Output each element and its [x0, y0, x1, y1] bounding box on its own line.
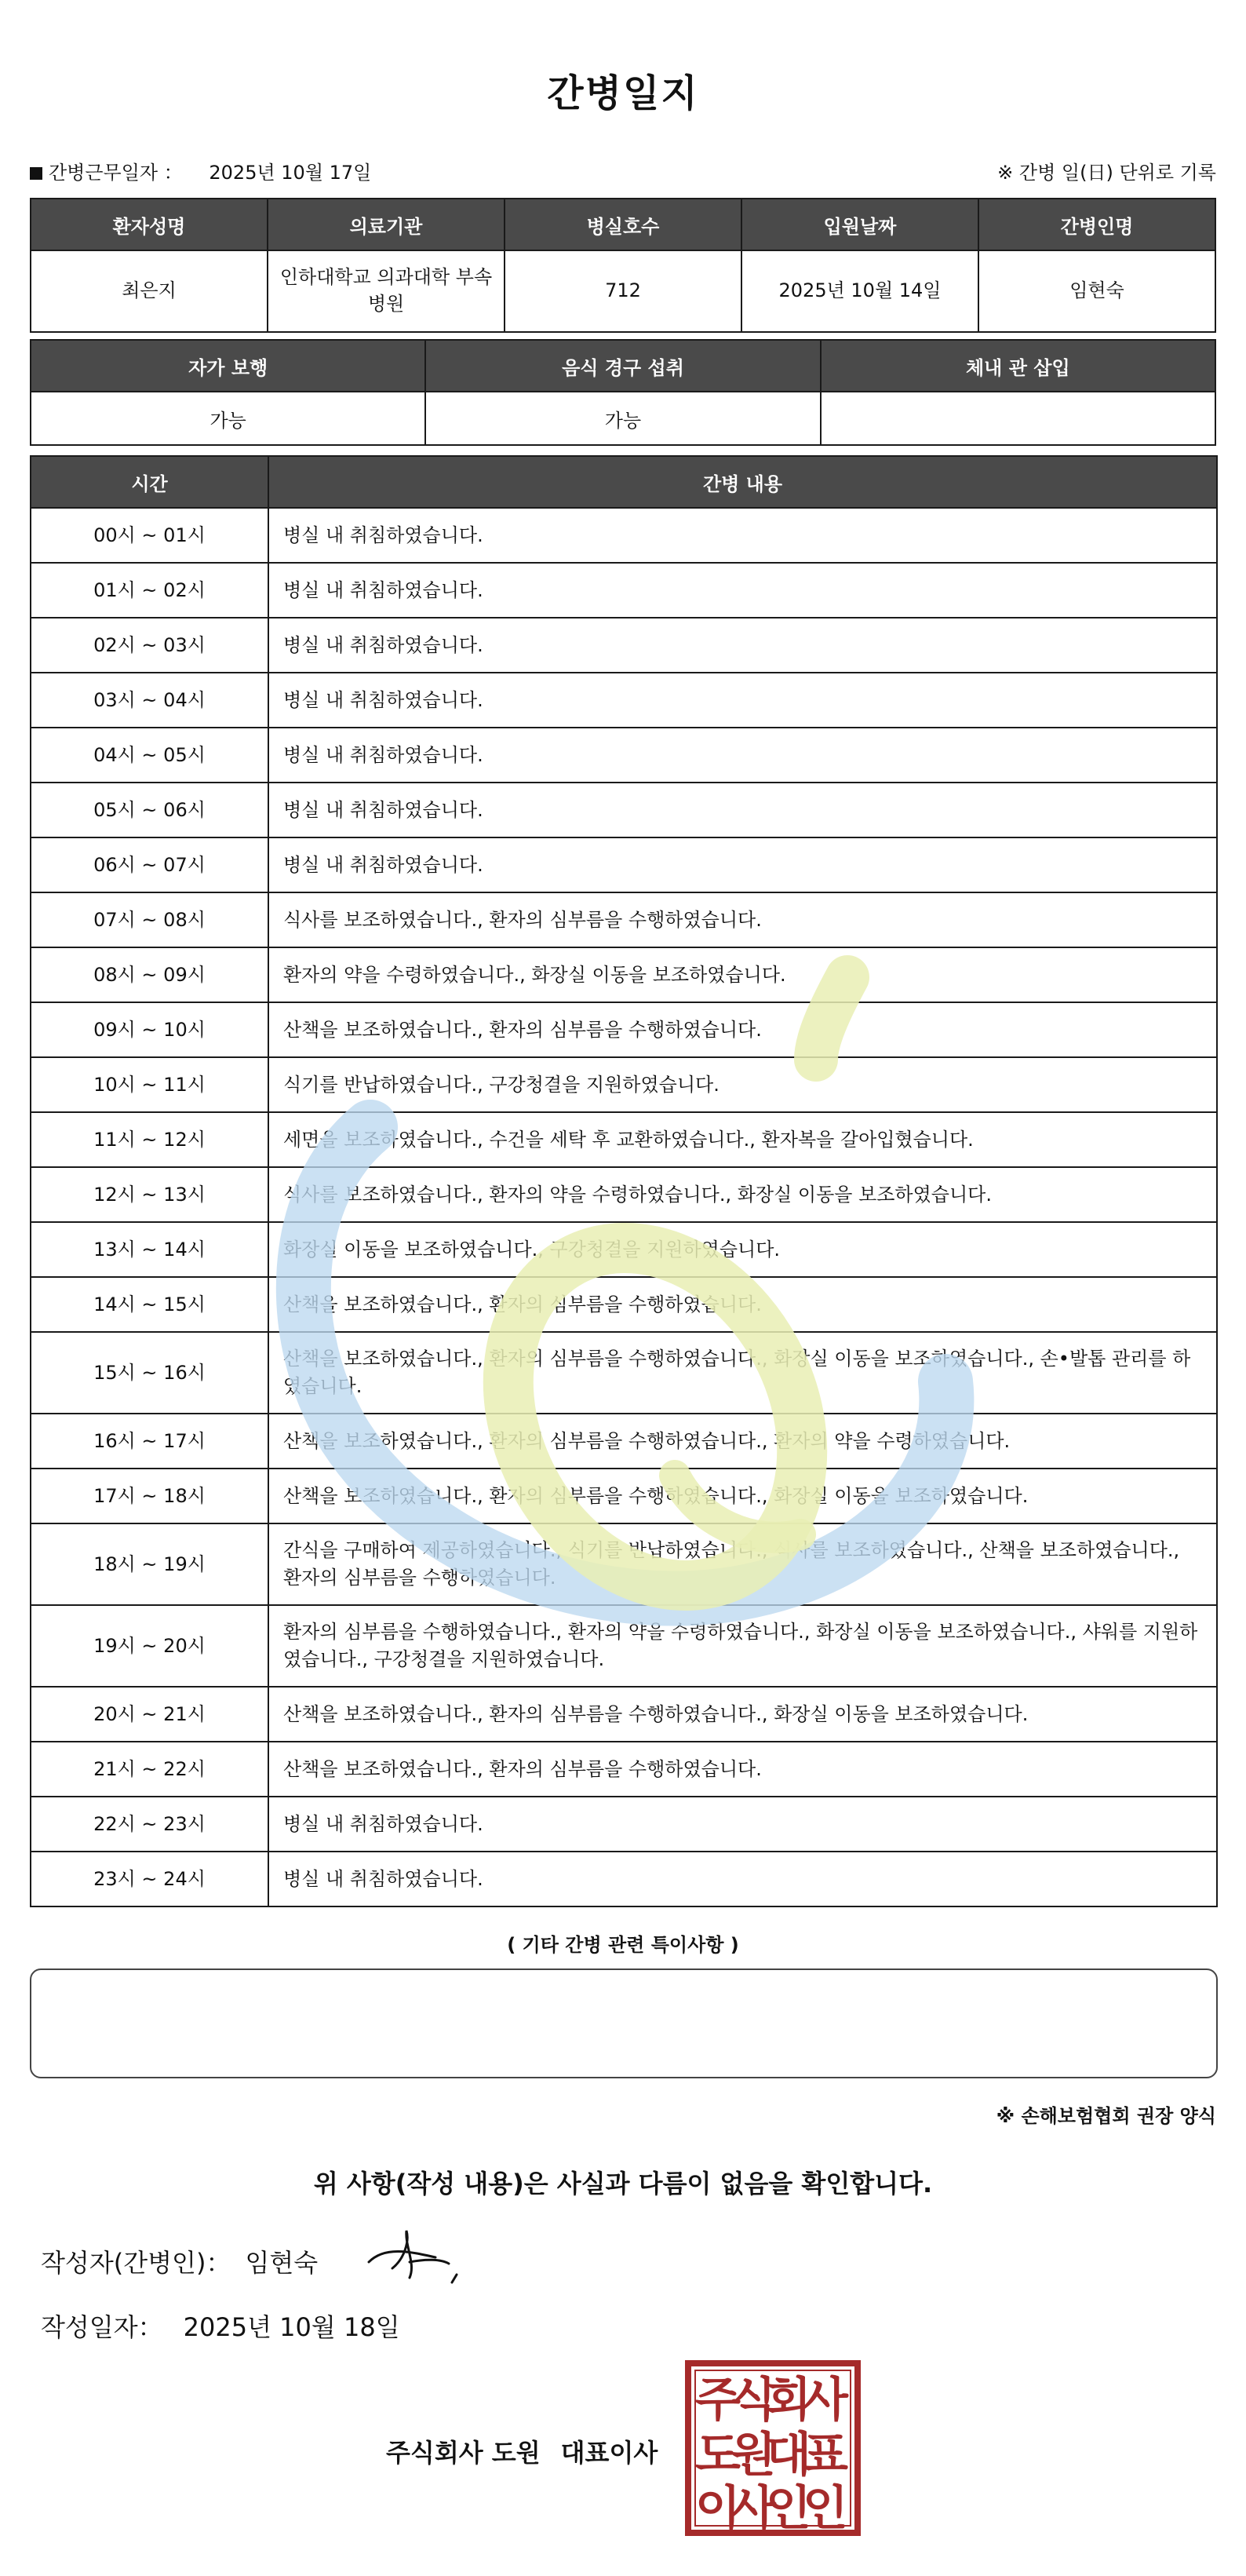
header-caregiver-name: 간병인명: [978, 199, 1215, 250]
table-row: [31, 1002, 1217, 1057]
table-row: [31, 728, 1217, 783]
seal-character: 대: [766, 2428, 811, 2483]
company-name: 주식회사 도원: [386, 2438, 541, 2468]
table-row: [31, 947, 1217, 1002]
seal-character: 이: [695, 2481, 741, 2536]
row-content: 식기를 반납하였습니다., 구강청결을 지원하였습니다.: [268, 1057, 1217, 1112]
row-time: 08시 ~ 09시: [31, 947, 268, 1002]
header-oral-intake: 음식 경구 섭취: [425, 340, 820, 392]
tube-insertion-status: [821, 392, 1215, 445]
row-time: 07시 ~ 08시: [31, 892, 268, 947]
writer-label: 작성자(간병인)：: [41, 2248, 231, 2278]
row-content: 산책을 보조하였습니다., 환자의 심부름을 수행하였습니다., 환자의 약을 수령하였습니다.: [268, 1414, 1217, 1469]
care-log-table: [30, 455, 1218, 1907]
seal-character: 회: [766, 2373, 811, 2428]
seal-character: 사: [803, 2373, 848, 2428]
row-time: 12시 ~ 13시: [31, 1167, 268, 1222]
table-row: [31, 508, 1217, 563]
header-hospital: 의료기관: [268, 199, 505, 250]
header-patient-name: 환자성명: [31, 199, 268, 250]
table-row: [31, 892, 1217, 947]
oral-intake-status: 가능: [425, 392, 820, 445]
row-time: 20시 ~ 21시: [31, 1687, 268, 1742]
seal-character: 표: [803, 2428, 848, 2483]
row-content: 산책을 보조하였습니다., 환자의 심부름을 수행하였습니다., 화장실 이동을 보조하였습니다.: [268, 1687, 1217, 1742]
table-row: [31, 1852, 1217, 1906]
table-row: [31, 1687, 1217, 1742]
row-time: 05시 ~ 06시: [31, 783, 268, 837]
company-line: [386, 2433, 658, 2469]
seal-character: 도: [695, 2428, 741, 2483]
header-admission-date: 입원날짜: [741, 199, 978, 250]
table-row: [31, 1742, 1217, 1797]
row-content: 화장실 이동을 보조하였습니다., 구강청결을 지원하였습니다.: [268, 1222, 1217, 1277]
row-content: 산책을 보조하였습니다., 환자의 심부름을 수행하였습니다.: [268, 1002, 1217, 1057]
row-content: 병실 내 취침하였습니다.: [268, 618, 1217, 673]
row-content: 병실 내 취침하였습니다.: [268, 783, 1217, 837]
table-row: [31, 1523, 1217, 1605]
hospital-name: 인하대학교 의과대학 부속병원: [268, 250, 505, 332]
row-content: 세면을 보조하였습니다., 수건을 세탁 후 교환하였습니다., 환자복을 갈아입혔습니다.: [268, 1112, 1217, 1167]
header-tube-insertion: 체내 관 삽입: [821, 340, 1215, 392]
written-date-value: 2025년 10월 18일: [183, 2312, 400, 2342]
row-time: 17시 ~ 18시: [31, 1469, 268, 1523]
seal-character: 인: [803, 2481, 848, 2536]
row-time: 22시 ~ 23시: [31, 1797, 268, 1852]
confirmation-statement: 위 사항(작성 내용)은 사실과 다름이 없음을 확인합니다.: [313, 2169, 933, 2198]
row-time: 04시 ~ 05시: [31, 728, 268, 783]
row-content: 병실 내 취침하였습니다.: [268, 563, 1217, 618]
row-content: 병실 내 취침하였습니다.: [268, 1797, 1217, 1852]
header-time: 시간: [31, 456, 268, 508]
writer-line: [41, 2243, 318, 2279]
row-content: 병실 내 취침하였습니다.: [268, 673, 1217, 728]
seal-character: 식: [730, 2373, 776, 2428]
work-date-line: [30, 157, 371, 184]
table-row: [31, 618, 1217, 673]
row-content: 병실 내 취침하였습니다.: [268, 837, 1217, 892]
table-row: [31, 1797, 1217, 1852]
room-number: 712: [505, 250, 741, 332]
written-date-line: [41, 2308, 400, 2344]
row-time: 21시 ~ 22시: [31, 1742, 268, 1797]
row-content: 병실 내 취침하였습니다.: [268, 728, 1217, 783]
square-bullet-icon: [30, 167, 42, 180]
row-content: 환자의 심부름을 수행하였습니다., 환자의 약을 수령하였습니다., 화장실 이동을 보조하였습니다., 샤워를 지원하였습니다., 구강청결을 지원하였습니다.: [268, 1605, 1217, 1687]
caregiver-name: 임현숙: [978, 250, 1215, 332]
table-row: [31, 1277, 1217, 1332]
table-row: [31, 1332, 1217, 1414]
company-seal-stamp: [684, 2359, 862, 2537]
admission-date: 2025년 10월 14일: [741, 250, 978, 332]
patient-info-table: [30, 198, 1216, 333]
table-row: [31, 1057, 1217, 1112]
table-row: [31, 1222, 1217, 1277]
remarks-box: [30, 1968, 1218, 2078]
seal-character: 인: [766, 2481, 811, 2536]
row-time: 01시 ~ 02시: [31, 563, 268, 618]
row-content: 산책을 보조하였습니다., 환자의 심부름을 수행하였습니다.: [268, 1277, 1217, 1332]
table-row: [31, 837, 1217, 892]
signature-image: [361, 2223, 479, 2286]
header-care-content: 간병 내용: [268, 456, 1217, 508]
row-content: 간식을 구매하여 제공하였습니다., 식기를 반납하였습니다., 식사를 보조하였습니다., 산책을 보조하였습니다., 환자의 심부름을 수행하였습니다.: [268, 1523, 1217, 1605]
seal-character: 사: [730, 2481, 776, 2536]
patient-name: 최은지: [31, 250, 268, 332]
row-time: 02시 ~ 03시: [31, 618, 268, 673]
table-row: [31, 1112, 1217, 1167]
table-row: [31, 1414, 1217, 1469]
row-time: 15시 ~ 16시: [31, 1332, 268, 1414]
document-title: 간병일지: [547, 71, 699, 115]
table-row: [31, 1605, 1217, 1687]
row-content: 환자의 약을 수령하였습니다., 화장실 이동을 보조하였습니다.: [268, 947, 1217, 1002]
work-date-separator: ：: [163, 162, 183, 184]
row-content: 산책을 보조하였습니다., 환자의 심부름을 수행하였습니다.: [268, 1742, 1217, 1797]
row-time: 00시 ~ 01시: [31, 508, 268, 563]
header-walking: 자가 보행: [31, 340, 425, 392]
work-date-value: 2025년 10월 17일: [209, 162, 372, 184]
table-row: [31, 563, 1217, 618]
header-room-number: 병실호수: [505, 199, 741, 250]
row-time: 19시 ~ 20시: [31, 1605, 268, 1687]
table-row: [31, 1167, 1217, 1222]
written-date-label: 작성일자：: [41, 2312, 163, 2342]
row-time: 18시 ~ 19시: [31, 1523, 268, 1605]
row-time: 06시 ~ 07시: [31, 837, 268, 892]
table-row: [31, 1469, 1217, 1523]
row-time: 10시 ~ 11시: [31, 1057, 268, 1112]
unit-note: ※ 간병 일(日) 단위로 기록: [997, 162, 1216, 184]
row-time: 09시 ~ 10시: [31, 1002, 268, 1057]
row-content: 식사를 보조하였습니다., 환자의 심부름을 수행하였습니다.: [268, 892, 1217, 947]
row-time: 11시 ~ 12시: [31, 1112, 268, 1167]
row-time: 23시 ~ 24시: [31, 1852, 268, 1906]
row-content: 병실 내 취침하였습니다.: [268, 508, 1217, 563]
row-time: 14시 ~ 15시: [31, 1277, 268, 1332]
walking-status: 가능: [31, 392, 425, 445]
row-content: 병실 내 취침하였습니다.: [268, 1852, 1217, 1906]
representative-title: 대표이사: [560, 2438, 658, 2468]
row-content: 산책을 보조하였습니다., 환자의 심부름을 수행하였습니다., 화장실 이동을 보조하였습니다., 손•발톱 관리를 하였습니다.: [268, 1332, 1217, 1414]
seal-character: 주: [695, 2373, 741, 2428]
seal-character: 원: [730, 2428, 776, 2483]
care-log-body: [31, 508, 1217, 1906]
form-note: ※ 손해보험협회 권장 양식: [996, 2105, 1216, 2127]
writer-name: 임현숙: [245, 2248, 319, 2278]
patient-status-table: [30, 339, 1216, 446]
remarks-title: ( 기타 간병 관련 특이사항 ): [507, 1934, 739, 1956]
table-row: [31, 783, 1217, 837]
row-content: 식사를 보조하였습니다., 환자의 약을 수령하였습니다., 화장실 이동을 보조하였습니다.: [268, 1167, 1217, 1222]
row-time: 03시 ~ 04시: [31, 673, 268, 728]
row-time: 13시 ~ 14시: [31, 1222, 268, 1277]
table-row: [31, 673, 1217, 728]
row-time: 16시 ~ 17시: [31, 1414, 268, 1469]
work-date-label: 간병근무일자: [49, 162, 158, 184]
row-content: 산책을 보조하였습니다., 환자의 심부름을 수행하였습니다., 화장실 이동을 보조하였습니다.: [268, 1469, 1217, 1523]
